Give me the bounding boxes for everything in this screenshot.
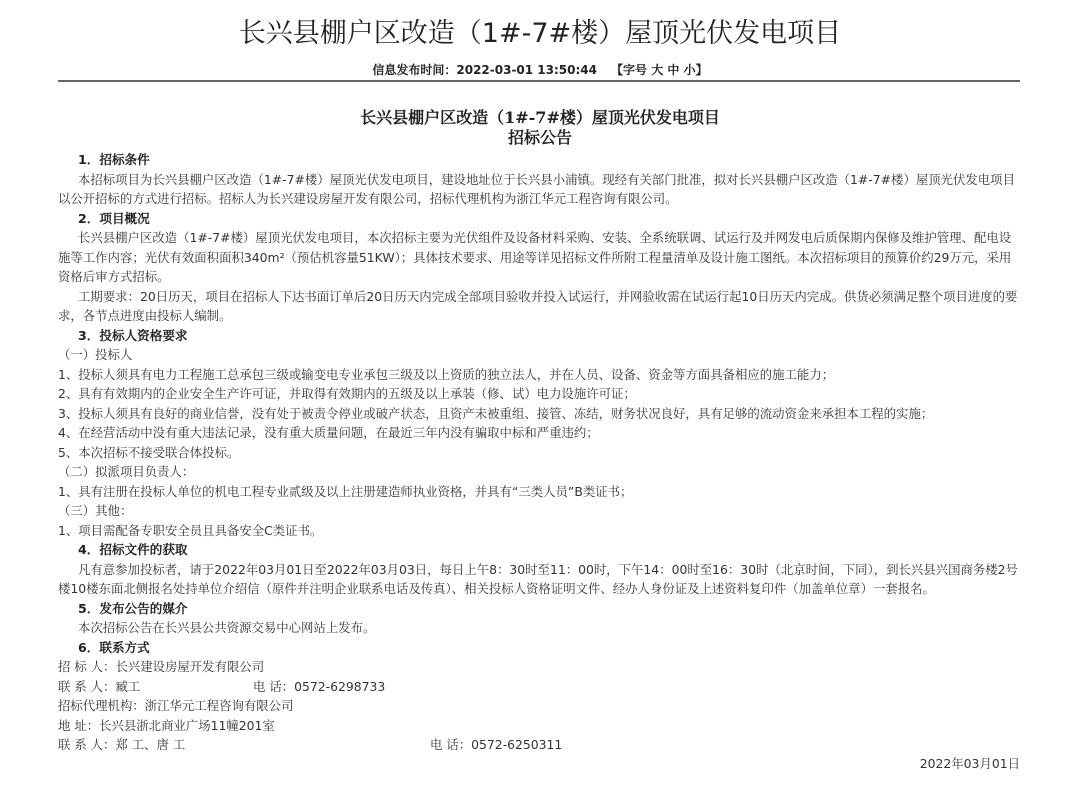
contact-row-2	[58, 735, 1020, 755]
section-heading-3: 3．投标人资格要求	[78, 327, 188, 343]
list-item: 5、本次招标不接受联合体投标。	[58, 444, 240, 460]
subheading-project-manager: （二）拟派项目负责人：	[58, 464, 195, 479]
notice-title	[0, 108, 1080, 148]
section-4-paragraph: 凡有意参加投标者，请于2022年03月01日至2022年03月03日，每日上午8：30时至11：00时，下午14：00时至16：30时（北京时间，下同），到长兴县兴国商务楼2号楼10楼东面北侧报名处持单位介绍信（原件并注明企业联系电话及传真）、相关投标人资格证明文件、经办人身份证及上述资料复印件（加盖单位章）一套报名。	[58, 561, 1018, 596]
page-title: 长兴县棚户区改造（1#-7#楼）屋顶光伏发电项目	[238, 18, 842, 49]
section-heading-5: 5．发布公告的媒介	[78, 600, 188, 616]
font-size-medium-link[interactable]: 中	[667, 63, 680, 77]
contact-address: 地 址：长兴县浙北商业广场11幢201室	[58, 717, 275, 733]
contact-person-2: 联 系 人：郑 工、唐 工	[58, 737, 186, 752]
section-5-paragraph: 本次招标公告在长兴县公共资源交易中心网站上发布。	[78, 620, 376, 635]
subheading-other: （三）其他：	[58, 503, 133, 518]
notice-date: 2022年03月01日	[919, 756, 1020, 771]
section-heading-2: 2．项目概况	[78, 210, 150, 226]
subheading-bidder: （一）投标人	[58, 347, 133, 362]
contact-tenderer: 招 标 人：长兴建设房屋开发有限公司	[58, 659, 265, 674]
section-heading-4: 4．招标文件的获取	[78, 542, 188, 557]
list-item: 1、具有注册在投标人单位的机电工程专业贰级及以上注册建造师执业资格，并具有“三类人员”B类证书；	[58, 483, 633, 499]
notice-title-line1: 长兴县棚户区改造（1#-7#楼）屋顶光伏发电项目	[360, 108, 720, 127]
font-size-label: 【字号	[611, 63, 648, 77]
section-heading-1: 1．招标条件	[78, 152, 150, 167]
header-divider	[58, 80, 1020, 82]
contact-agency: 招标代理机构：浙江华元工程咨询有限公司	[58, 698, 294, 713]
list-item: 2、具有有效期内的企业安全生产许可证，并取得有效期内的五级及以上承装（修、试）电力设施许可证；	[58, 386, 636, 401]
publish-meta	[0, 62, 1080, 78]
font-size-large-link[interactable]: 大	[651, 63, 664, 77]
notice-title-line2: 招标公告	[507, 128, 572, 147]
contact-phone-1: 电 话：0572-6298733	[253, 678, 386, 694]
list-item: 1、项目需配备专职安全员且具备安全C类证书。	[58, 522, 323, 538]
contact-row-1	[58, 677, 1020, 697]
contact-person-1: 联 系 人：臧工	[58, 678, 141, 694]
contact-phone-2: 电 话：0572-6250311	[430, 737, 563, 752]
publish-time: 2022-03-01 13:50:44	[456, 63, 598, 77]
list-item: 3、投标人须具有良好的商业信誉，没有处于被责令停业或破产状态，且资产未被重组、接管、冻结，财务状况良好，具有足够的流动资金来承担本工程的实施；	[58, 405, 934, 421]
publish-label: 信息发布时间：	[372, 63, 457, 77]
list-item: 4、在经营活动中没有重大违法记录，没有重大质量问题，在最近三年内没有骗取中标和严重违约；	[58, 425, 599, 440]
section-1-paragraph: 本招标项目为长兴县棚户区改造（1#-7#楼）屋顶光伏发电项目，建设地址位于长兴县小浦镇。现经有关部门批准，拟对长兴县棚户区改造（1#-7#楼）屋顶光伏发电项目以公开招标的方式进行招标。招标人为长兴建设房屋开发有限公司，招标代理机构为浙江华元工程咨询有限公司。	[58, 171, 1015, 206]
list-item: 1、投标人须具有电力工程施工总承包三级或输变电专业承包三级及以上资质的独立法人，并在人员、设备、资金等方面具备相应的施工能力；	[58, 366, 835, 382]
font-size-small-link[interactable]: 小】	[683, 63, 708, 77]
notice-body	[58, 150, 1020, 755]
section-2-paragraph-2: 工期要求：20日历天，项目在招标人下达书面订单后20日历天内完成全部项目验收并投入试运行，并网验收需在试运行起10日历天内完成。供货必须满足整个项目进度的要求，各节点进度由投标人编制。	[58, 288, 1018, 323]
section-2-paragraph-1: 长兴县棚户区改造（1#-7#楼）屋顶光伏发电项目，本次招标主要为光伏组件及设备材料采购、安装、全系统联调、试运行及并网发电后质保期内保修及维护管理、配电设施等工作内容；光伏有效面积面积340m²（预估机容量51KW）；具体技术要求、用途等详见招标文件所附工程量清单及设计施工图纸。本次招标项目的预算价约29万元，采用资格后审方式招标。	[58, 230, 1012, 284]
section-heading-6: 6．联系方式	[78, 639, 150, 655]
